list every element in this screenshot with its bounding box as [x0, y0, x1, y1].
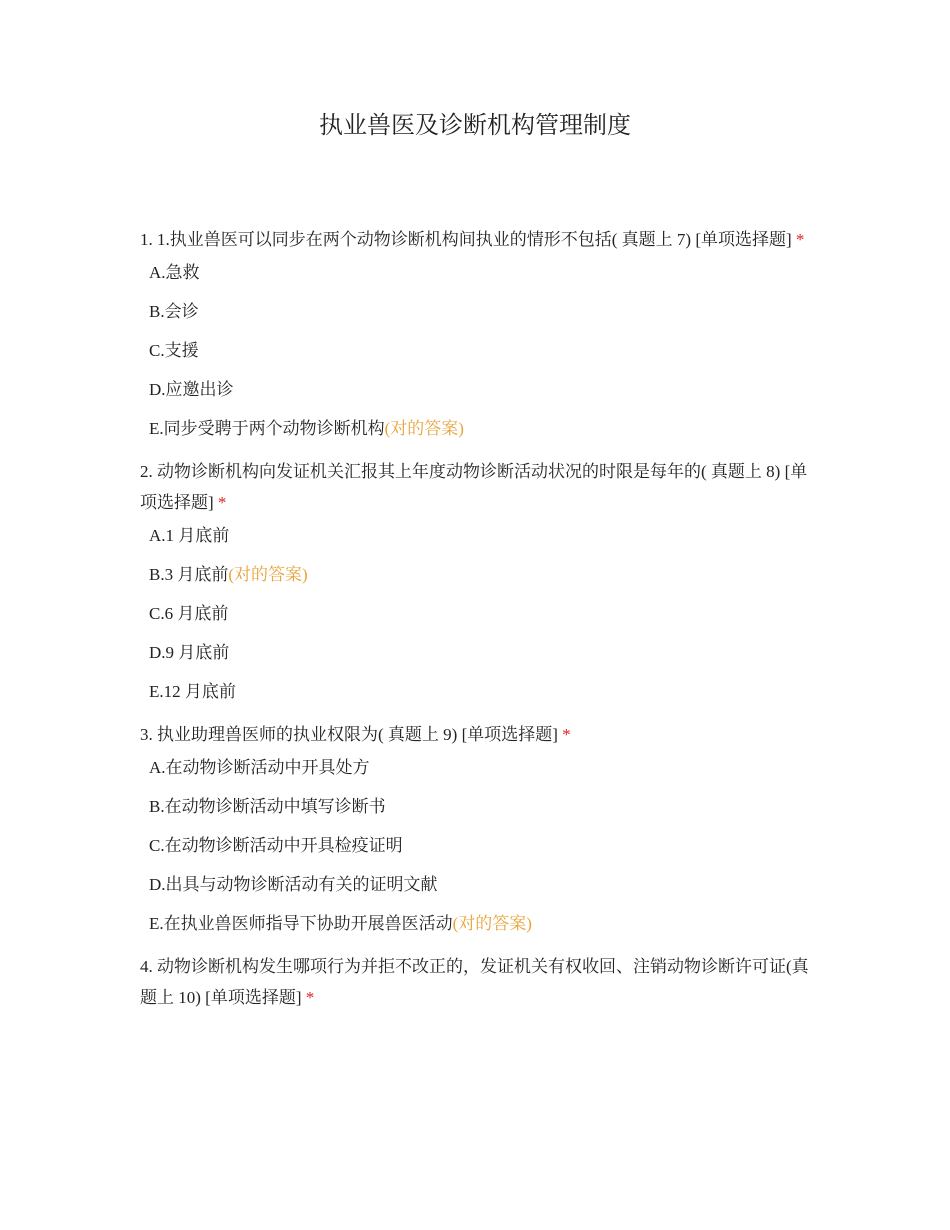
answer-option[interactable] [140, 563, 815, 587]
required-asterisk: * [795, 230, 805, 249]
question-label: 1. 1.执业兽医可以同步在两个动物诊断机构间执业的情形不包括( 真题上 7) [单项选择题] [140, 230, 792, 249]
answer-option[interactable] [140, 300, 815, 324]
question-label: 3. 执业助理兽医师的执业权限为( 真题上 9) [单项选择题] [140, 725, 558, 744]
question-text [140, 719, 815, 750]
question-4 [140, 951, 815, 1013]
answer-option[interactable] [140, 756, 815, 780]
answer-option[interactable] [140, 417, 815, 441]
answer-option[interactable] [140, 378, 815, 402]
option-label: A.1 月底前 [149, 526, 230, 545]
option-label: C.支援 [149, 341, 199, 360]
answer-option[interactable] [140, 602, 815, 626]
question-text [140, 456, 815, 518]
option-label: C.在动物诊断活动中开具检疫证明 [149, 836, 403, 855]
required-asterisk: * [305, 988, 315, 1007]
question-label: 4. 动物诊断机构发生哪项行为并拒不改正的，发证机关有权收回、注销动物诊断许可证(真题上 10) [单项选择题] [140, 957, 809, 1007]
question-text [140, 224, 815, 255]
option-label: B.会诊 [149, 302, 199, 321]
option-label: E.在执业兽医师指导下协助开展兽医活动 [149, 914, 453, 933]
option-label: B.3 月底前 [149, 565, 229, 584]
required-asterisk: * [562, 725, 571, 744]
correct-answer-note: (对的答案) [228, 565, 308, 584]
answer-option[interactable] [140, 524, 815, 548]
answer-option[interactable] [140, 339, 815, 363]
answer-option[interactable] [140, 261, 815, 285]
question-label: 2. 动物诊断机构向发证机关汇报其上年度动物诊断活动状况的时限是每年的( 真题上 8) [单项选择题] [140, 462, 808, 512]
option-label: D.出具与动物诊断活动有关的证明文献 [149, 875, 438, 894]
option-label: E.同步受聘于两个动物诊断机构 [149, 419, 385, 438]
question-3 [140, 719, 815, 936]
answer-option[interactable] [140, 641, 815, 665]
option-label: A.在动物诊断活动中开具处方 [149, 758, 370, 777]
question-list [140, 224, 815, 1021]
answer-option[interactable] [140, 912, 815, 936]
answer-option[interactable] [140, 795, 815, 819]
option-label: D.9 月底前 [149, 643, 230, 662]
answer-option[interactable] [140, 873, 815, 897]
option-label: B.在动物诊断活动中填写诊断书 [149, 797, 386, 816]
question-text [140, 951, 815, 1013]
question-1 [140, 224, 815, 441]
page-title: 执业兽医及诊断机构管理制度 [319, 113, 631, 139]
correct-answer-note: (对的答案) [384, 419, 464, 438]
option-label: D.应邀出诊 [149, 380, 234, 399]
option-label: C.6 月底前 [149, 604, 229, 623]
answer-option[interactable] [140, 834, 815, 858]
question-2 [140, 456, 815, 704]
option-label: E.12 月底前 [149, 682, 236, 701]
answer-option[interactable] [140, 680, 815, 704]
correct-answer-note: (对的答案) [452, 914, 532, 933]
required-asterisk: * [217, 493, 227, 512]
option-label: A.急救 [149, 263, 200, 282]
